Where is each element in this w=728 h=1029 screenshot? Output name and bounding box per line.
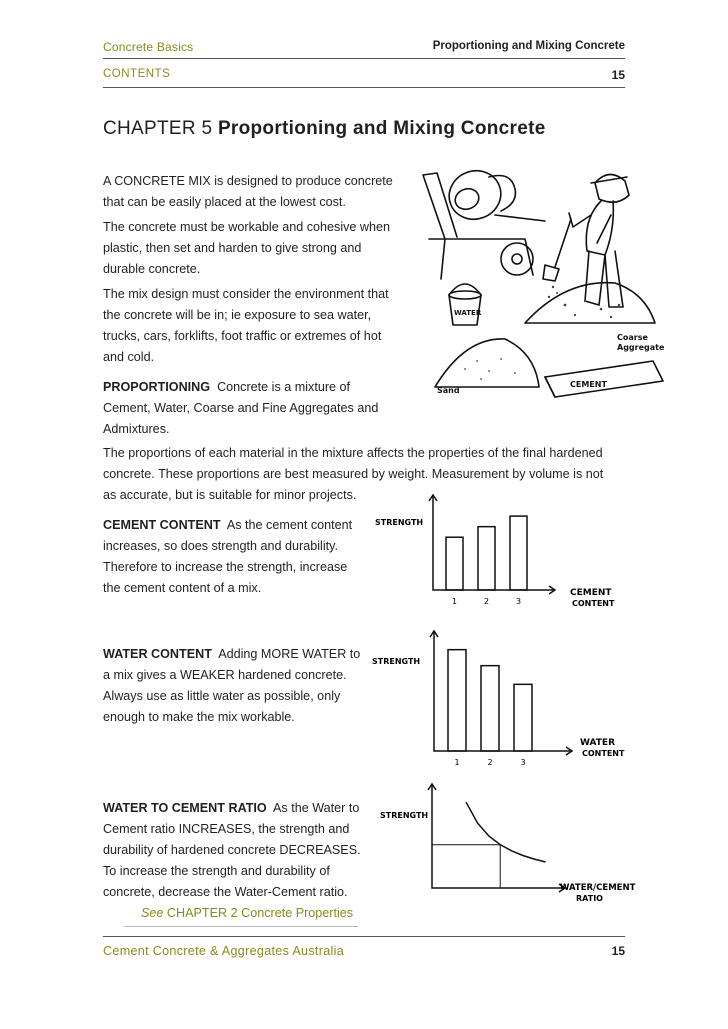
sand-pile-icon	[435, 339, 539, 387]
wc-ratio-chart	[380, 780, 636, 910]
tick-label: 2	[487, 758, 493, 767]
tick-label: 1	[451, 597, 458, 606]
wc-ratio-text: As the Water to	[273, 801, 360, 815]
see-also-link[interactable]	[141, 906, 353, 920]
mixing-illustration	[405, 155, 675, 405]
cement-content-chart	[375, 490, 630, 615]
intro-line: The mix design must consider the environment that	[103, 287, 389, 301]
tick-label: 1	[454, 758, 460, 767]
concrete-mixer-icon	[423, 164, 545, 279]
cement-content-line: increases, so does strength and durability.	[103, 539, 338, 553]
y-axis-label: STRENGTH	[375, 518, 424, 527]
cement-content-line	[103, 515, 352, 536]
bar	[446, 537, 463, 590]
y-axis-label: STRENGTH	[372, 657, 421, 666]
water-content-text: Adding MORE WATER to	[218, 647, 361, 661]
chapter-title	[103, 118, 546, 140]
water-content-line: Always use as little water as possible, only	[103, 689, 341, 703]
wc-ratio-line	[103, 798, 359, 819]
proportioning-line: Admixtures.	[103, 422, 170, 436]
page-number-bottom: 15	[611, 944, 625, 958]
chapter-heading: Proportioning and Mixing Concrete	[217, 118, 546, 139]
tick-label: 2	[483, 597, 490, 606]
intro-line: A CONCRETE MIX is designed to produce concrete	[103, 174, 393, 188]
water-content-heading: WATER CONTENT	[103, 647, 212, 661]
wc-ratio-line: To increase the strength and durability of	[103, 864, 330, 878]
intro-line: trucks, cars, forklifts, foot traffic or extremes of hot	[103, 329, 382, 343]
strength-curve	[466, 802, 545, 862]
bar	[510, 516, 527, 590]
x-axis-label: RATIO	[576, 894, 603, 903]
cement-bag-icon	[545, 361, 663, 397]
proportioning-heading: PROPORTIONING	[103, 380, 211, 394]
x-axis-label: WATER	[580, 738, 616, 748]
bar	[514, 684, 532, 751]
footer-organisation: Cement Concrete & Aggregates Australia	[103, 944, 345, 958]
proportioning-text: Concrete is a mixture of	[217, 380, 351, 394]
proportioning-line: The proportions of each material in the mixture affects the properties of the final hardened	[103, 446, 603, 460]
coarse-label-1: Coarse	[617, 333, 648, 342]
intro-line: plastic, then set and harden to give strong and	[103, 241, 362, 255]
intro-line: durable concrete.	[103, 262, 201, 276]
proportioning-line	[103, 377, 350, 398]
intro-line: and cold.	[103, 350, 155, 364]
y-axis-label: STRENGTH	[380, 811, 429, 820]
chapter-prefix: CHAPTER 5	[103, 118, 213, 139]
water-content-line: a mix gives a WEAKER hardened concrete.	[103, 668, 347, 682]
running-header-title: Concrete Basics	[103, 40, 194, 54]
tick-label: 3	[515, 597, 522, 606]
water-content-line: enough to make the mix workable.	[103, 710, 295, 724]
intro-line: The concrete must be workable and cohesive when	[103, 220, 391, 234]
proportioning-line: as accurate, but is suitable for minor projects.	[103, 488, 357, 502]
coarse-label-2: Aggregate	[617, 343, 665, 352]
chart-axes	[432, 784, 565, 888]
see-word: See	[141, 906, 164, 920]
wc-ratio-line: concrete, decrease the Water-Cement ratio.	[103, 885, 348, 899]
footer-rule	[103, 936, 625, 937]
see-ref: CHAPTER 2 Concrete Properties	[166, 906, 354, 920]
worker-icon	[543, 174, 629, 307]
running-header-chapter: Proportioning and Mixing Concrete	[432, 40, 625, 52]
intro-line: the concrete will be in; ie exposure to sea water,	[103, 308, 372, 322]
proportioning-line: Cement, Water, Coarse and Fine Aggregates and	[103, 401, 379, 415]
bar	[478, 527, 495, 590]
water-label: WATER	[454, 309, 482, 317]
cement-bag-label: CEMENT	[570, 380, 607, 389]
cement-content-heading: CEMENT CONTENT	[103, 518, 221, 532]
x-axis-label: CEMENT	[570, 588, 612, 598]
tick-label: 3	[520, 758, 526, 767]
intro-line: that can be easily placed at the lowest cost.	[103, 195, 346, 209]
contents-rule	[103, 87, 625, 88]
x-axis-label: CONTENT	[572, 599, 615, 608]
cement-content-text: As the cement content	[226, 518, 353, 532]
see-also-underline	[124, 926, 358, 927]
contents-link[interactable]: CONTENTS	[103, 68, 171, 80]
bar	[481, 666, 499, 751]
wc-ratio-line: durability of hardened concrete DECREASES.	[103, 843, 361, 857]
cement-content-line: the cement content of a mix.	[103, 581, 262, 595]
wc-ratio-heading: WATER TO CEMENT RATIO	[103, 801, 267, 815]
water-content-line	[103, 644, 360, 665]
x-axis-label: CONTENT	[582, 749, 625, 758]
bar	[448, 650, 466, 751]
chart-axes	[433, 495, 555, 590]
sand-label: Sand	[437, 386, 460, 395]
cement-content-line: Therefore to increase the strength, increase	[103, 560, 348, 574]
page-number-top: 15	[611, 68, 625, 82]
header-rule	[103, 58, 625, 59]
x-axis-label: WATER/CEMENT	[560, 883, 636, 893]
bucket-icon	[449, 284, 481, 325]
water-content-chart	[372, 626, 630, 766]
proportioning-line: concrete. These proportions are best measured by weight. Measurement by volume is not	[103, 467, 604, 481]
wc-ratio-line: Cement ratio INCREASES, the strength and	[103, 822, 350, 836]
